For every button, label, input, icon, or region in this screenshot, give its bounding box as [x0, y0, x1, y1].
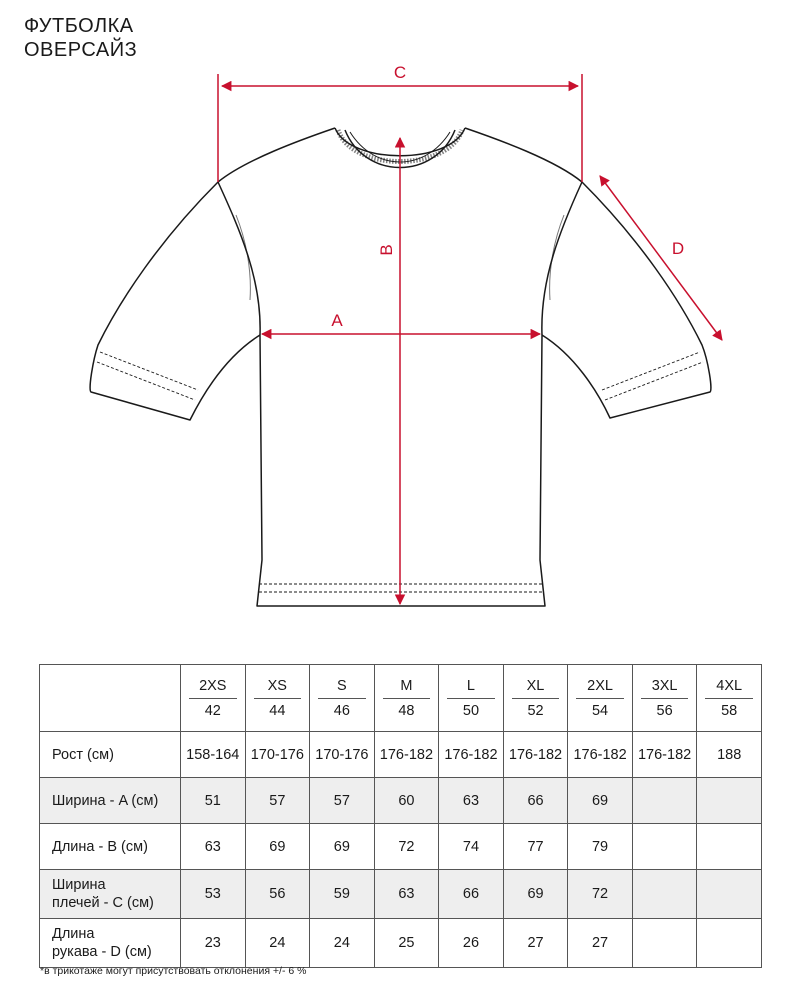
table-cell: 72: [568, 870, 633, 919]
table-cell: 69: [568, 778, 633, 824]
table-cell: 56: [245, 870, 310, 919]
dimension-b-label: B: [377, 244, 396, 256]
table-cell: 27: [568, 919, 633, 968]
table-cell: 176-182: [632, 732, 697, 778]
table-cell: [697, 778, 762, 824]
table-cell: 51: [181, 778, 246, 824]
table-cell: 26: [439, 919, 504, 968]
table-cell: 170-176: [310, 732, 375, 778]
table-cell: 60: [374, 778, 439, 824]
table-cell: 66: [503, 778, 568, 824]
size-col: M 48: [374, 665, 439, 732]
table-cell: 176-182: [568, 732, 633, 778]
row-sleeve-d: [40, 919, 762, 968]
dimension-c-label: C: [393, 63, 407, 82]
row-label: Рост (см): [40, 732, 181, 778]
table-cell: 170-176: [245, 732, 310, 778]
size-header-row: [40, 665, 762, 732]
dimension-d: [600, 176, 722, 340]
table-cell: [697, 870, 762, 919]
row-label: Ширина плечей - C (см): [40, 870, 181, 919]
table-cell: 25: [374, 919, 439, 968]
row-shoulder-c: [40, 870, 762, 919]
row-label: Длина - B (см): [40, 824, 181, 870]
dimension-a: [262, 311, 540, 334]
title-line-1: ФУТБОЛКА: [24, 15, 134, 37]
footnote: *в трикотаже могут присутствовать отклонения +/- 6 %: [40, 965, 307, 977]
table-cell: 69: [310, 824, 375, 870]
table-cell: 69: [503, 870, 568, 919]
table-cell: 24: [245, 919, 310, 968]
header-empty-cell: [40, 665, 181, 732]
table-cell: 79: [568, 824, 633, 870]
table-cell: 59: [310, 870, 375, 919]
table-cell: [632, 919, 697, 968]
dimension-b: [377, 138, 400, 604]
row-label: Длина рукава - D (см): [40, 919, 181, 968]
size-col: 2XS 42: [181, 665, 246, 732]
dimension-a-label: A: [331, 311, 343, 330]
table-cell: 176-182: [503, 732, 568, 778]
size-col: 3XL 56: [632, 665, 697, 732]
table-cell: 63: [181, 824, 246, 870]
table-cell: 57: [310, 778, 375, 824]
table-cell: [632, 824, 697, 870]
title-line-2: ОВЕРСАЙЗ: [24, 39, 138, 61]
table-cell: 23: [181, 919, 246, 968]
table-cell: 74: [439, 824, 504, 870]
table-cell: 66: [439, 870, 504, 919]
size-col: L 50: [439, 665, 504, 732]
table-cell: [697, 919, 762, 968]
table-cell: 63: [374, 870, 439, 919]
table-cell: 57: [245, 778, 310, 824]
table-cell: 53: [181, 870, 246, 919]
table-cell: 63: [439, 778, 504, 824]
table-cell: [632, 870, 697, 919]
table-cell: 24: [310, 919, 375, 968]
row-height: [40, 732, 762, 778]
table-cell: 176-182: [439, 732, 504, 778]
row-length-b: [40, 824, 762, 870]
size-col: 4XL 58: [697, 665, 762, 732]
table-cell: 72: [374, 824, 439, 870]
table-cell: 27: [503, 919, 568, 968]
size-col: 2XL 54: [568, 665, 633, 732]
size-col: XL 52: [503, 665, 568, 732]
table-cell: [632, 778, 697, 824]
dimension-d-label: D: [671, 239, 685, 258]
table-cell: 69: [245, 824, 310, 870]
table-cell: 77: [503, 824, 568, 870]
size-col: XS 44: [245, 665, 310, 732]
row-width-a: [40, 778, 762, 824]
row-label: Ширина - A (см): [40, 778, 181, 824]
size-table: [39, 664, 762, 968]
table-cell: 158-164: [181, 732, 246, 778]
table-cell: 176-182: [374, 732, 439, 778]
size-col: S 46: [310, 665, 375, 732]
table-cell: [697, 824, 762, 870]
table-cell: 188: [697, 732, 762, 778]
